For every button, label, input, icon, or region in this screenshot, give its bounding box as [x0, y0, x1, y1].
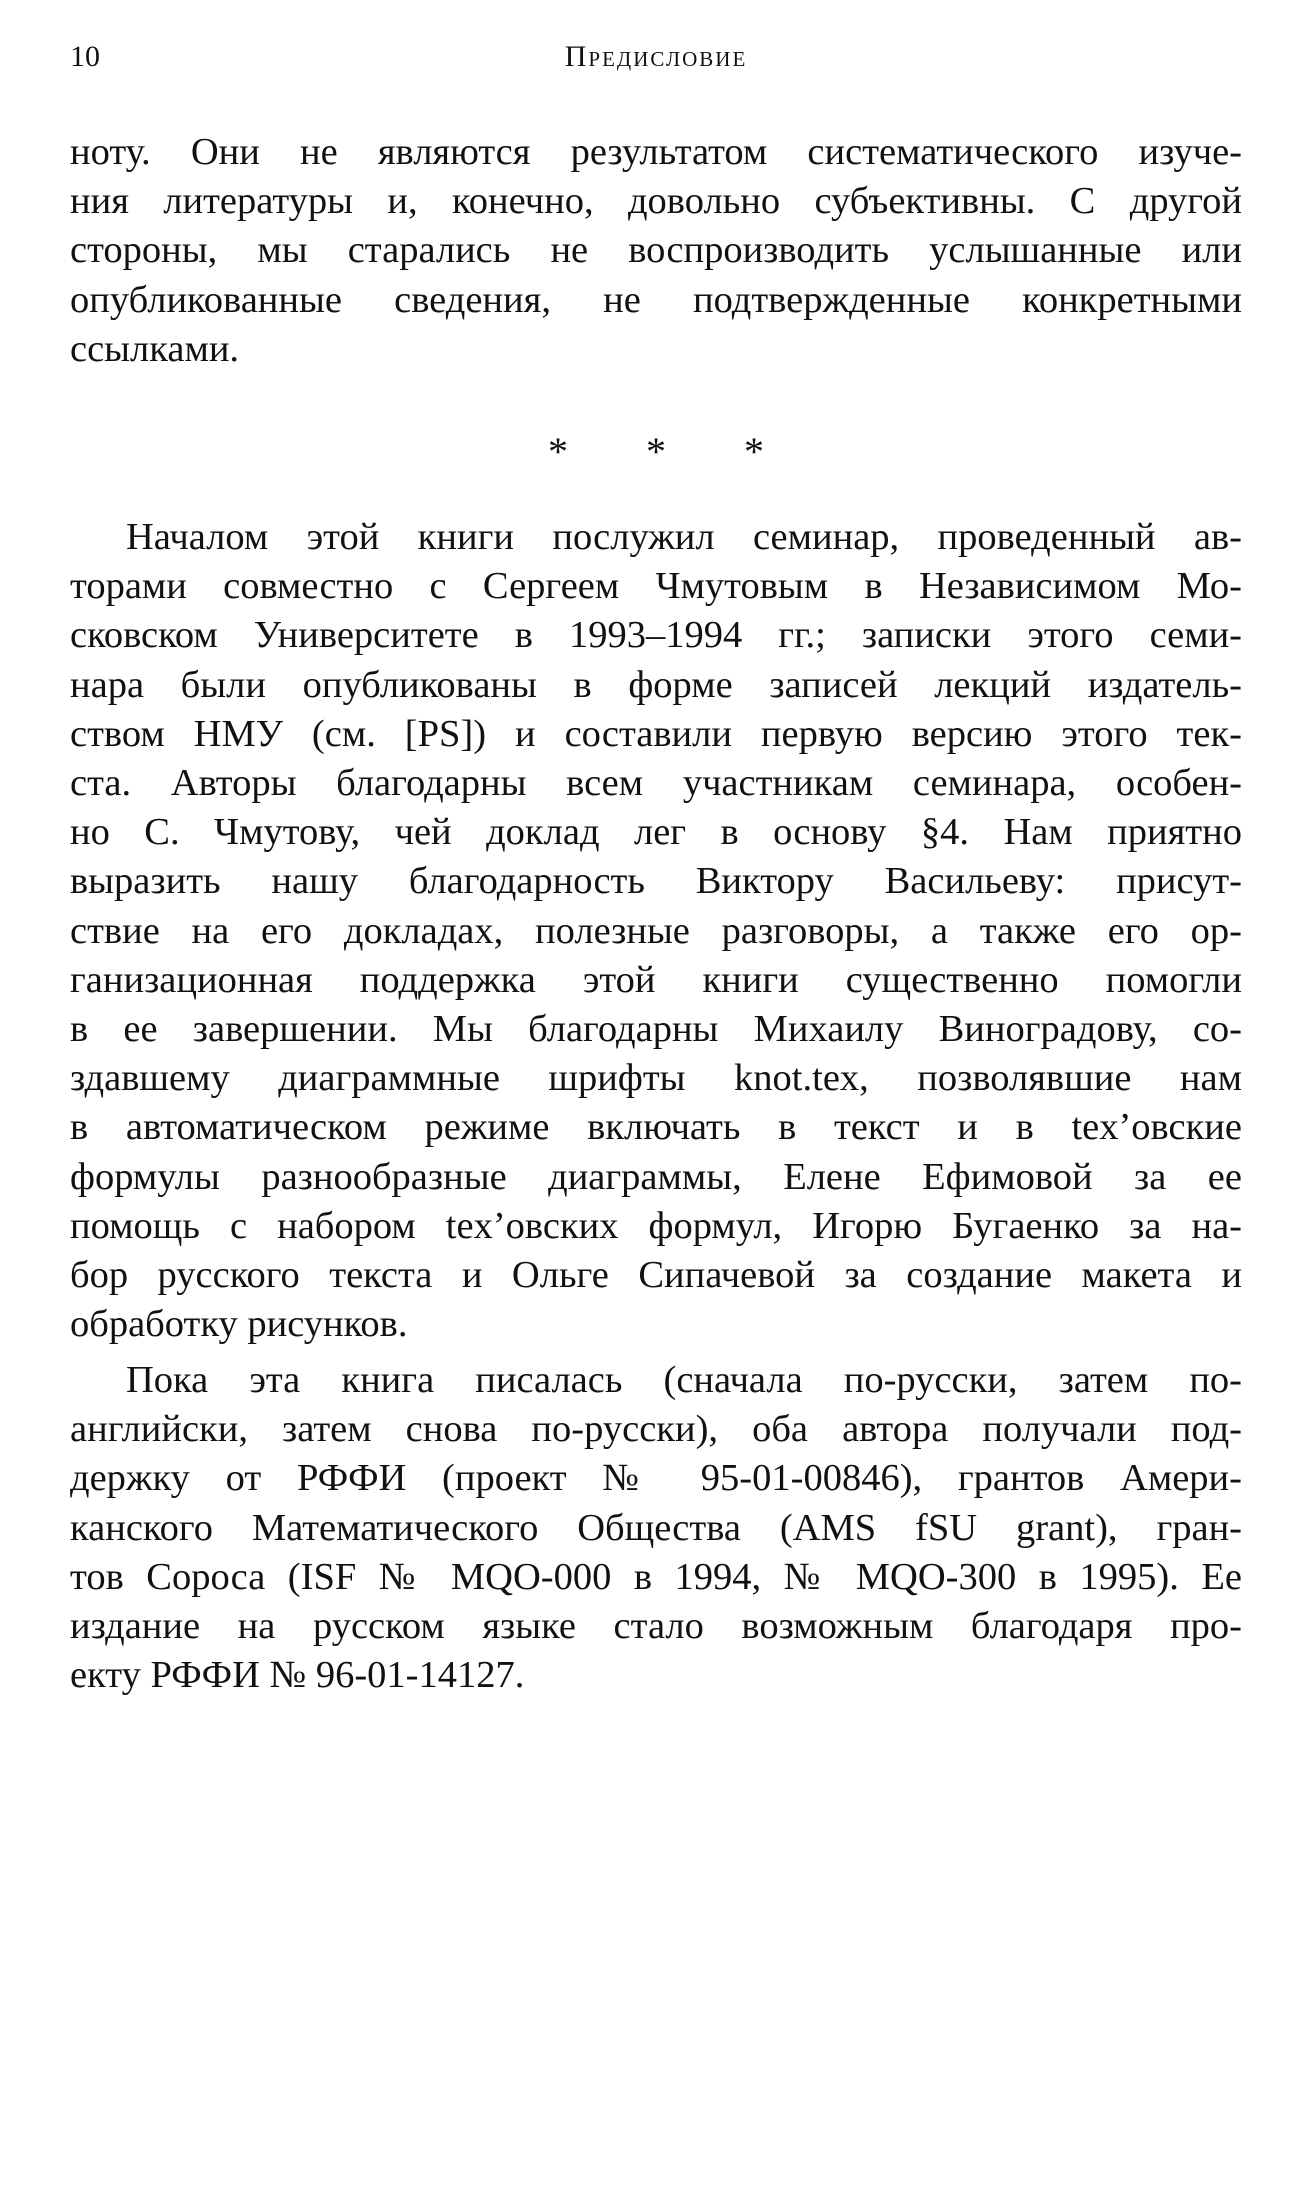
divider-star: *	[548, 429, 568, 474]
section-divider	[70, 428, 1242, 475]
text-line: канского Математического Общества (AMS fSU grant), гран-	[70, 1506, 1242, 1549]
text-line: Началом этой книги послужил семинар, проведенный ав-	[126, 516, 1242, 558]
text-line: ством НМУ (см. [PS]) и составили первую версию этого тек-	[70, 712, 1242, 755]
text-line: но С. Чмутову, чей доклад лег в основу §4. Нам приятно	[70, 811, 1242, 854]
paragraph-acknowledgements	[70, 513, 1242, 1349]
running-title: Предисловие	[564, 40, 748, 73]
text-line: обработку рисунков.	[70, 1303, 408, 1346]
text-line: помощь с набором tex’овских формул, Игорю Бугаенко за на-	[70, 1204, 1242, 1247]
text-line: ганизационная поддержка этой книги существенно помогли	[70, 958, 1242, 1001]
text-line: екту РФФИ № 96-01-14127.	[70, 1654, 525, 1697]
text-line: в автоматическом режиме включать в текст и в tex’овские	[70, 1106, 1242, 1149]
text-line: торами совместно с Сергеем Чмутовым в Независимом Мо-	[70, 565, 1242, 608]
text-line: бор русского текста и Ольге Сипачевой за создание макета и	[70, 1254, 1242, 1297]
text-line: держку от РФФИ (проект № 95-01-00846), грантов Амери-	[70, 1457, 1242, 1500]
divider-star: *	[646, 429, 666, 474]
paragraph-funding	[70, 1356, 1242, 1700]
text-line: ссылками.	[70, 327, 240, 370]
page-number: 10	[70, 40, 100, 73]
paragraph-continued	[70, 128, 1242, 374]
text-line: здавшему диаграммные шрифты knot.tex, позволявшие нам	[70, 1057, 1242, 1100]
divider-star: *	[744, 429, 764, 474]
text-line: в ее завершении. Мы благодарны Михаилу Виноградову, со-	[70, 1008, 1242, 1051]
text-line: сковском Университете в 1993–1994 гг.; записки этого семи-	[70, 614, 1242, 657]
text-line: тов Сороса (ISF № MQO-000 в 1994, № MQO-300 в 1995). Ее	[70, 1555, 1242, 1598]
page-header	[70, 40, 1242, 80]
text-line: выразить нашу благодарность Виктору Васильеву: присут-	[70, 860, 1242, 903]
text-line: формулы разнообразные диаграммы, Елене Ефимовой за ее	[70, 1155, 1242, 1198]
text-line: ста. Авторы благодарны всем участникам семинара, особен-	[70, 762, 1242, 805]
text-line: стороны, мы старались не воспроизводить услышанные или	[70, 229, 1242, 272]
text-line: Пока эта книга писалась (сначала по-русски, затем по-	[126, 1359, 1242, 1401]
text-line: опубликованные сведения, не подтвержденные конкретными	[70, 278, 1242, 321]
text-line: ния литературы и, конечно, довольно субъективны. С другой	[70, 180, 1242, 223]
text-line: нара были опубликованы в форме записей лекций издатель-	[70, 663, 1242, 706]
text-line: ствие на его докладах, полезные разговоры, а также его ор-	[70, 909, 1242, 952]
text-line: английски, затем снова по-русски), оба автора получали под-	[70, 1408, 1242, 1451]
text-line: ноту. Они не являются результатом систематического изуче-	[70, 131, 1242, 173]
text-line: издание на русском языке стало возможным благодаря про-	[70, 1605, 1242, 1648]
